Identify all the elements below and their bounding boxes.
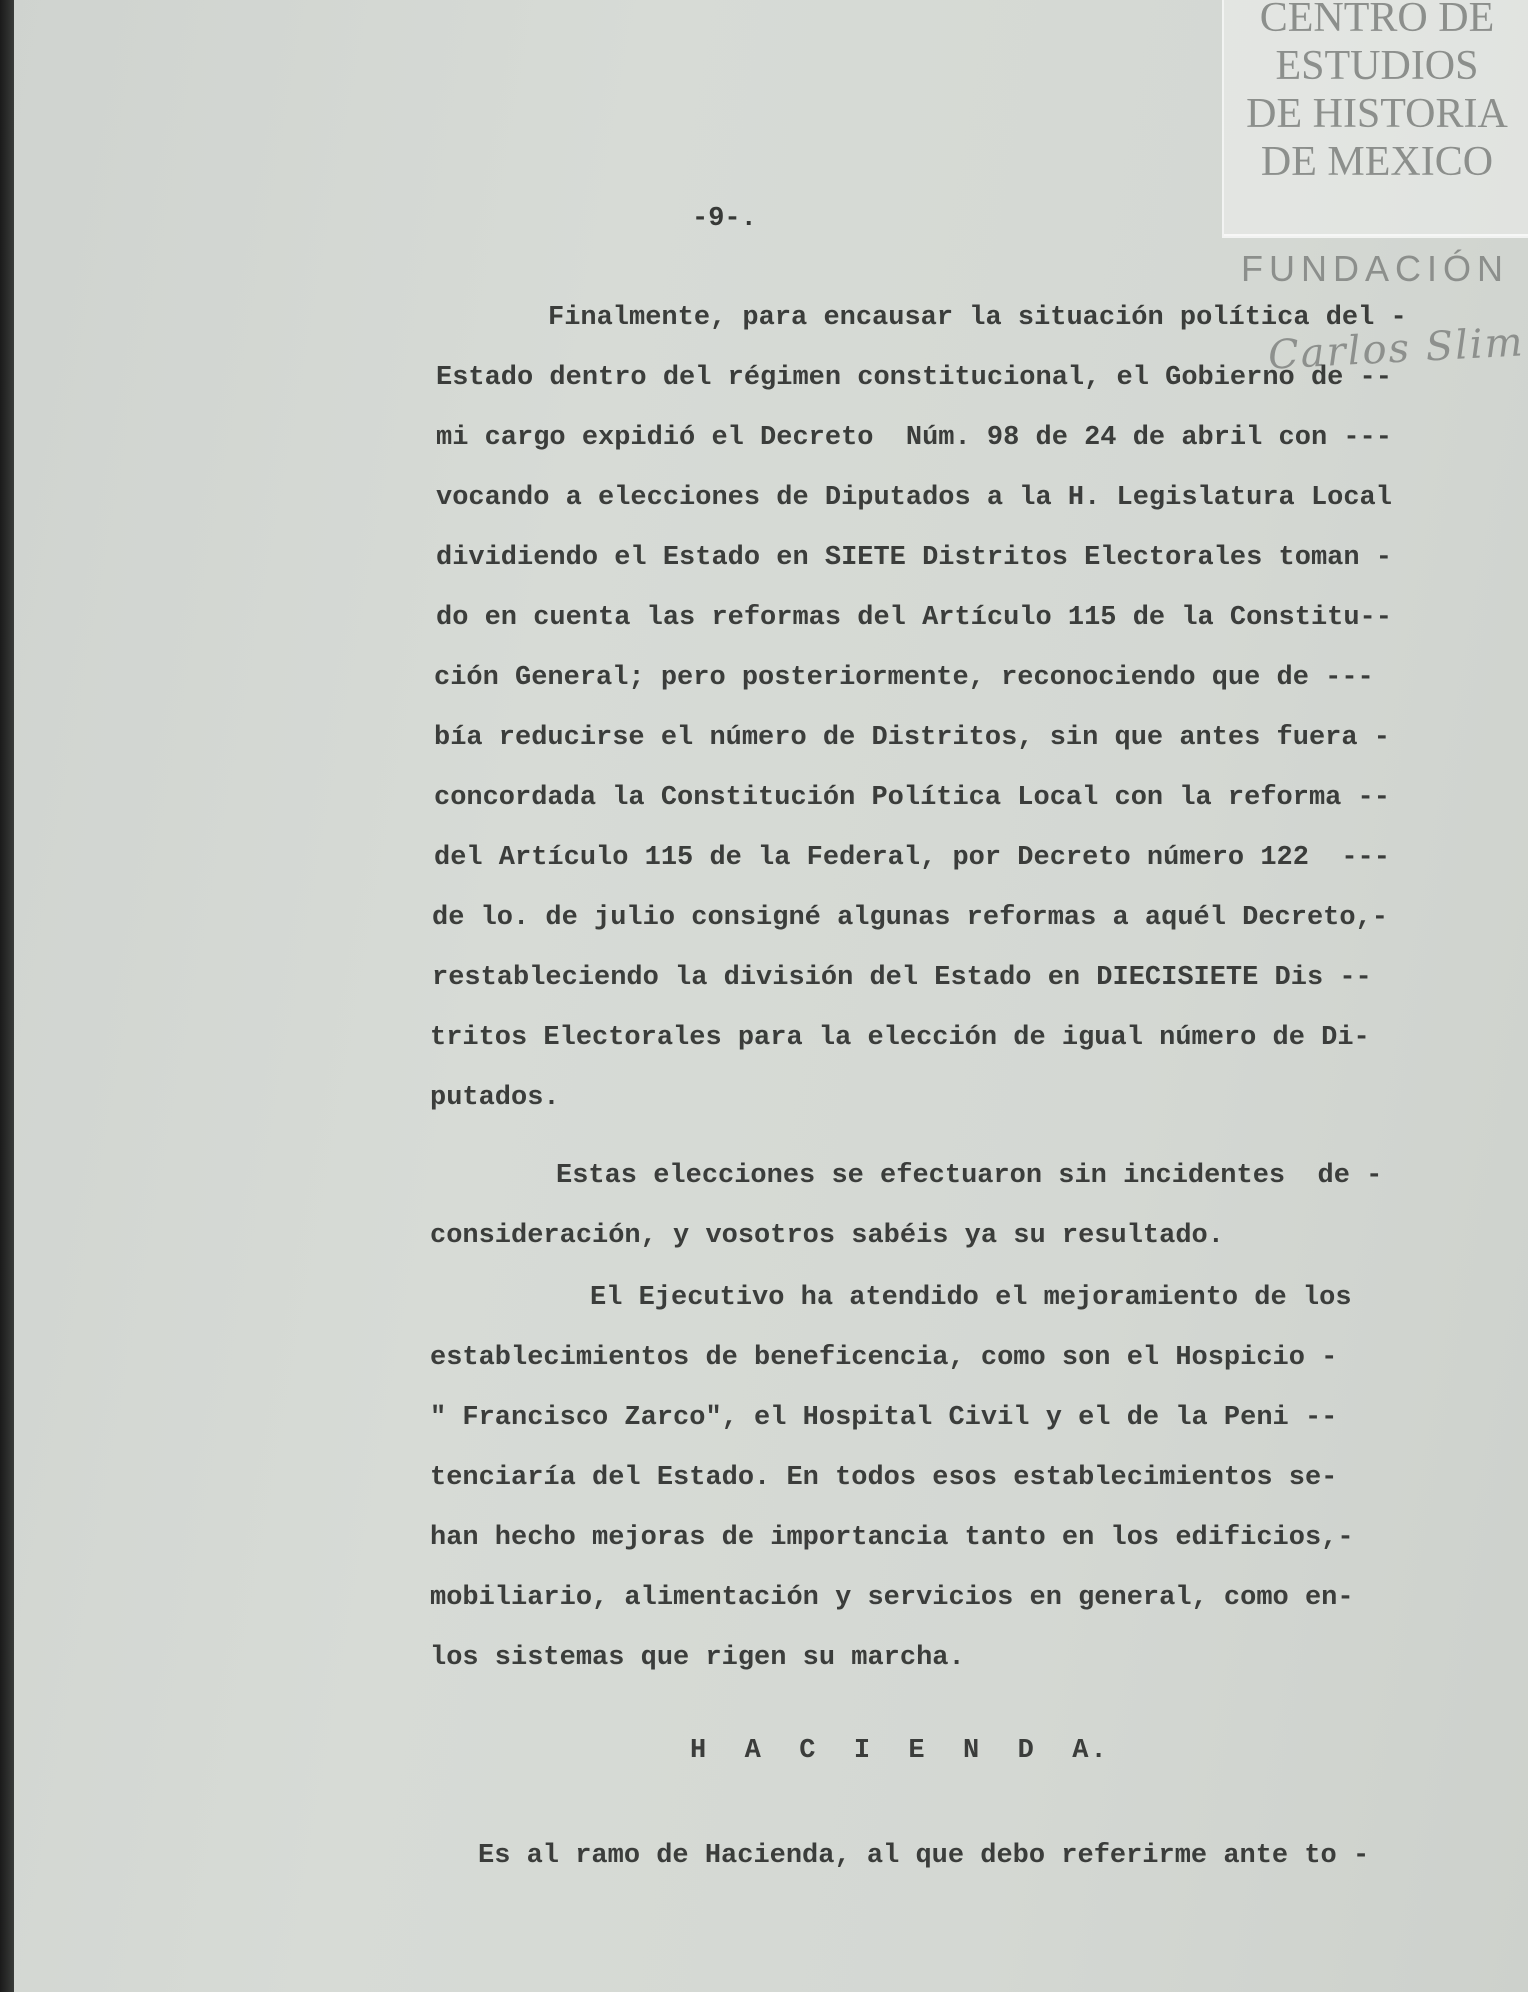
text-line: Estado dentro del régimen constitucional, el Gobierno de --: [436, 363, 1392, 393]
text-line: tritos Electorales para la elección de igual número de Di-: [430, 1023, 1370, 1053]
text-line: Estas elecciones se efectuaron sin incidentes de -: [556, 1161, 1383, 1191]
text-line: los sistemas que rigen su marcha.: [430, 1643, 965, 1673]
text-line: han hecho mejoras de importancia tanto en los edificios,-: [430, 1523, 1354, 1553]
section-heading-hacienda: H A C I E N D A.: [690, 1736, 1109, 1766]
text-line: " Francisco Zarco", el Hospital Civil y el de la Peni --: [430, 1403, 1338, 1433]
watermark-line: DE HISTORIA: [1246, 91, 1508, 137]
text-line: El Ejecutivo ha atendido el mejoramiento de los: [590, 1283, 1352, 1313]
paragraph-elections-decree: [430, 288, 1490, 1128]
text-line: dividiendo el Estado en SIETE Distritos Electorales toman -: [436, 543, 1392, 573]
paragraph-election-results: [430, 1146, 1490, 1266]
text-line: vocando a elecciones de Diputados a la H. Legislatura Local: [436, 483, 1392, 513]
text-line: del Artículo 115 de la Federal, por Decreto número 122 ---: [434, 843, 1390, 873]
text-line: putados.: [430, 1083, 560, 1113]
text-line: mobiliario, alimentación y servicios en general, como en-: [430, 1583, 1354, 1613]
text-line: concordada la Constitución Política Local con la reforma --: [434, 783, 1390, 813]
paragraph-welfare-institutions: [430, 1268, 1490, 1688]
scan-edge: [0, 0, 14, 1992]
text-line: do en cuenta las reformas del Artículo 115 de la Constitu--: [436, 603, 1392, 633]
watermark-foundation: FUNDACIÓN: [1241, 248, 1509, 289]
paragraph-hacienda-intro: [478, 1826, 1528, 1886]
text-line: Finalmente, para encausar la situación política del -: [548, 303, 1407, 333]
watermark-divider: [1224, 234, 1528, 236]
text-line: consideración, y vosotros sabéis ya su resultado.: [430, 1221, 1224, 1251]
watermark-line: CENTRO DE: [1259, 0, 1495, 41]
text-line: bía reducirse el número de Distritos, sin que antes fuera -: [434, 723, 1390, 753]
archive-watermark: [1222, 0, 1528, 238]
text-line: restableciendo la división del Estado en DIECISIETE Dis --: [432, 963, 1372, 993]
text-line: Es al ramo de Hacienda, al que debo referirme ante to -: [478, 1841, 1370, 1871]
watermark-signature: Carlos Slim: [1266, 319, 1526, 379]
text-line: mi cargo expidió el Decreto Núm. 98 de 24 de abril con ---: [436, 423, 1392, 453]
text-line: de lo. de julio consigné algunas reformas a aquél Decreto,-: [432, 903, 1388, 933]
text-line: establecimientos de beneficencia, como son el Hospicio -: [430, 1343, 1338, 1373]
text-line: tenciaría del Estado. En todos esos establecimientos se-: [430, 1463, 1338, 1493]
page-number: -9-.: [692, 204, 757, 234]
watermark-line: DE MEXICO: [1260, 139, 1494, 185]
text-line: ción General; pero posteriormente, reconociendo que de ---: [434, 663, 1374, 693]
watermark-line: ESTUDIOS: [1275, 43, 1479, 89]
